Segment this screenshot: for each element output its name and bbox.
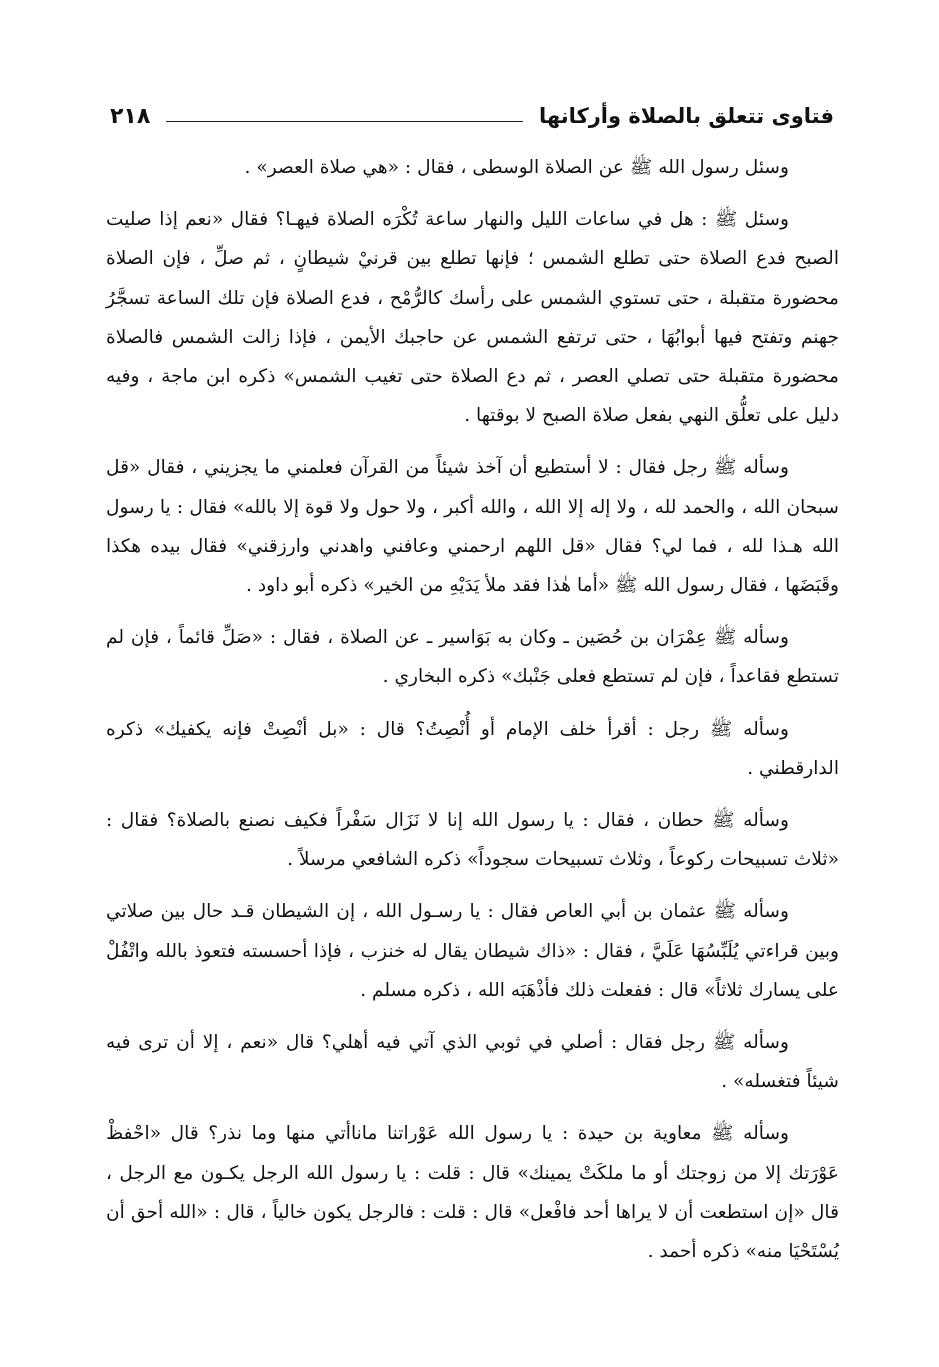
paragraph: وسأله ﷺ رجل فقال : لا أستطيع أن آخذ شيئاً من القرآن فعلمني ما يجزيني ، فقال «قل سبحان الله ، والحمد لله ، ولا إله إلا الله ، والله أكبر ، ولا حول ولا قوة إلا بالله» فقال : يا رسول الله هـذا لله ، فما لي؟ فقال «قل اللهم ارحمني وعافني واهدني وارزقني» فقال بيده هكذا وقَبَضَها ، فقال رسول الله ﷺ «أما هٰذا فقد ملأ يَدَيْهِ من الخير» ذكره أبو داود . — [106, 457, 839, 597]
body-text — [106, 148, 839, 1284]
paragraph: وسأله ﷺ رجل فقال : أصلي في ثوبي الذي آتي فيه أهلي؟ قال «نعم ، إلا أن ترى فيه شيئاً فتغسله» . — [106, 1032, 839, 1093]
running-title: فتاوى تتعلق بالصلاة وأركانها — [538, 104, 834, 128]
paragraph: وسأله ﷺ عثمان بن أبي العاص فقال : يا رسـول الله ، إن الشيطان قـد حال بين صلاتي وبين قراءتي يُلَبِّسُهَا عَلَيَّ ، فقال : «ذاك شيطان يقال له خنزب ، فإذا أحسسته فتعوذ بالله واتْفُلْ على يسارك ثلاثاً» قال : ففعلت ذلك فأذْهَبَه الله ، ذكره مسلم . — [106, 901, 839, 1001]
header-rule — [166, 121, 523, 122]
paragraph: وسأله ﷺ معاوية بن حيدة : يا رسول الله عَوْراتنا ماناأتي منها وما نذر؟ قال «احْفظْ عَوْرَتك إلا من زوجتك أو ما ملكَتْ يمينك» قال : قلت : يا رسول الله الرجل يكـون مع الرجل ، قال «إن استطعت أن لا يراها أحد فافْعل» قال : قلت : فالرجل يكون خالياً ، قال : «الله أحق أن يُسْتَحْيَا منه» ذكره أحمد . — [106, 1123, 839, 1263]
page-header — [110, 96, 834, 136]
paragraph: وسئل رسول الله ﷺ عن الصلاة الوسطى ، فقال : «هي صلاة العصر» . — [244, 157, 789, 178]
paragraph: وسأله ﷺ حطان ، فقال : يا رسول الله إنا لا نَزَال سَفْراً فكيف نصنع بالصلاة؟ فقال : «ثلاث تسبيحات ركوعاً ، وثلاث تسبيحات سجوداً» ذكره الشافعي مرسلاً . — [106, 810, 839, 871]
page-number: ٢١٨ — [110, 103, 151, 129]
paragraph: وسأله ﷺ رجل : أقرأ خلف الإمام أو أُنْصِتُ؟ قال : «بل أنْصِتْ فإنه يكفيك» ذكره الدارقطني . — [106, 718, 839, 779]
paragraph: وسئل ﷺ : هل في ساعات الليل والنهار ساعة تُكْرَه الصلاة فيهـا؟ فقال «نعم إذا صليت الصبح فدع الصلاة حتى تطلع الشمس ؛ فإنها تطلع بين قرنيْ شيطانٍ ، ثم صلِّ ، فإن الصلاة محضورة متقبلة ، حتى تستوي الشمس على رأسك كالرُّمْح ، فدع الصلاة فإن تلك الساعة تسجَّرُ جهنم وتفتح فيها أبوابُهَا ، حتى ترتفع الشمس عن حاجبك الأيمن ، فإذا زالت الشمس فالصلاة محضورة متقبلة حتى تصلي العصر ، ثم دع الصلاة حتى تغيب الشمس» ذكره ابن ماجة ، وفيه دليل على تعلُّق النهي بفعل صلاة الصبح لا بوقتها . — [106, 209, 839, 427]
paragraph: وسأله ﷺ عِمْرَان بن حُصَين ـ وكان به بَوَاسير ـ عن الصلاة ، فقال : «صَلِّ قائماً ، فإن لم تستطع فقاعداً ، فإن لم تستطع فعلى جَنْبك» ذكره البخاري . — [106, 627, 839, 688]
